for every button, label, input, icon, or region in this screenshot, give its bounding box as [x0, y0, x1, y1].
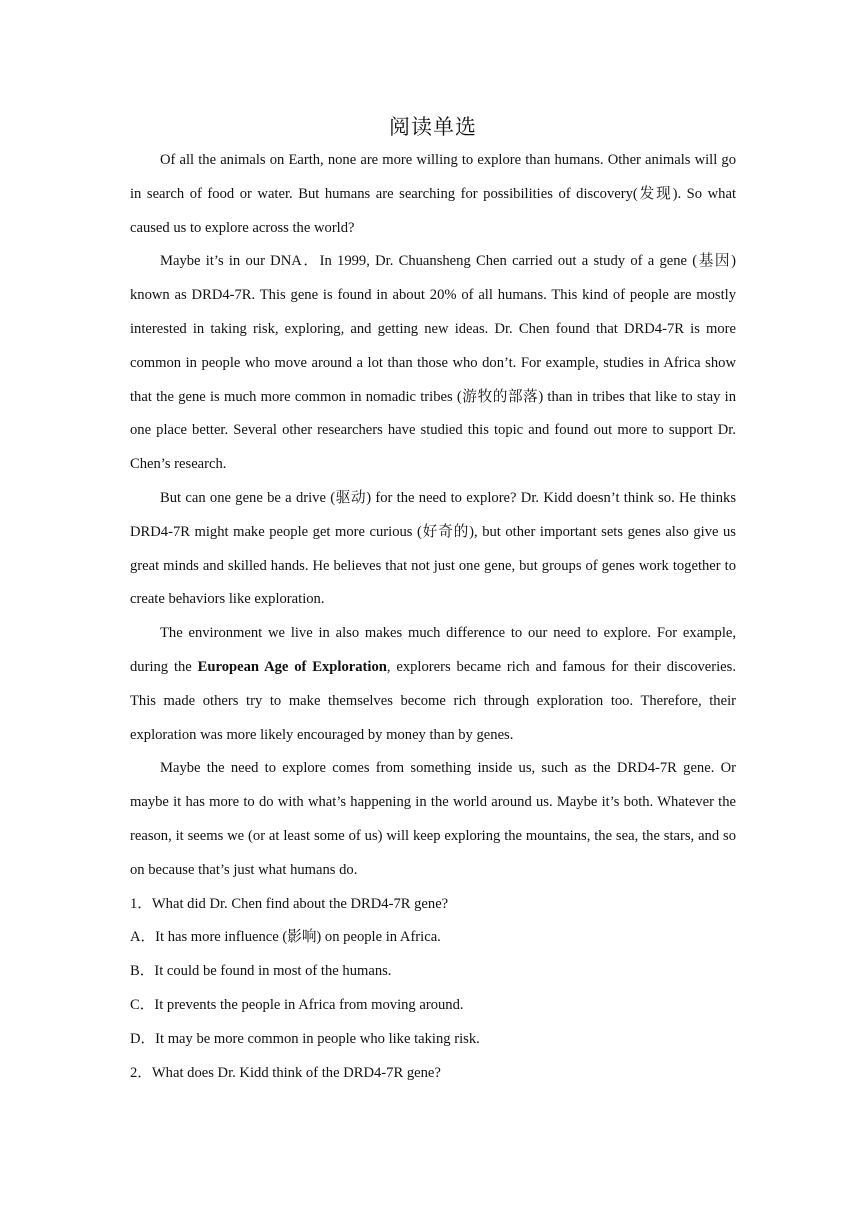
paragraph-4-text-after: , explorers became rich and famous for their discoveries. This made others try to make themselves become rich through exploration too. Therefore, their exploration was more likely encouraged by money than by genes. [130, 658, 736, 743]
page-title: 阅读单选 [389, 115, 477, 139]
question-2-stem: 2．What does Dr. Kidd think of the DRD4-7R gene? [130, 1064, 441, 1081]
question-1-option-b: B．It could be found in most of the humans. [130, 963, 392, 980]
paragraph-4-text-before: The environment we live in also makes much difference to our need to explore. For example, during the [130, 625, 736, 675]
question-1-stem: 1．What did Dr. Chen find about the DRD4-7R gene? [130, 895, 449, 912]
paragraph-2: Maybe it’s in our DNA．In 1999, Dr. Chuansheng Chen carried out a study of a gene (基因) known as DRD4-7R. This gene is found in about 20% of all humans. This kind of people are mostly interested in taking risk, exploring, and getting new ideas. Dr. Chen found that DRD4-7R is more common in people who move around a lot than those who don’t. For example, studies in Africa show that the gene is much more common in nomadic tribes (游牧的部落) than in tribes that like to stay in one place better. Several other researchers have studied this topic and found out more to support Dr. Chen’s research. [130, 253, 736, 473]
document-page [130, 110, 736, 1090]
question-1-option-d: D．It may be more common in people who like taking risk. [130, 1030, 480, 1047]
question-1-option-a: A．It has more influence (影响) on people in Africa. [130, 929, 441, 946]
paragraph-4-bold-term: European Age of Exploration [197, 658, 387, 675]
paragraph-1: Of all the animals on Earth, none are more willing to explore than humans. Other animals will go in search of food or water. But humans are searching for possibilities of discovery(发现). So what caused us to explore across the world? [130, 152, 736, 236]
question-1-option-c: C．It prevents the people in Africa from moving around. [130, 996, 464, 1013]
paragraph-5: Maybe the need to explore comes from something inside us, such as the DRD4-7R gene. Or maybe it has more to do with what’s happening in the world around us. Maybe it’s both. Whatever the reason, it seems we (or at least some of us) will keep exploring the mountains, the sea, the stars, and so on because that’s just what humans do. [130, 760, 736, 878]
paragraph-4 [130, 617, 736, 752]
paragraph-3: But can one gene be a drive (驱动) for the need to explore? Dr. Kidd doesn’t think so. He thinks DRD4-7R might make people get more curious (好奇的), but other important sets genes also give us great minds and skilled hands. He believes that not just one gene, but groups of genes work together to create behaviors like exploration. [130, 489, 736, 608]
